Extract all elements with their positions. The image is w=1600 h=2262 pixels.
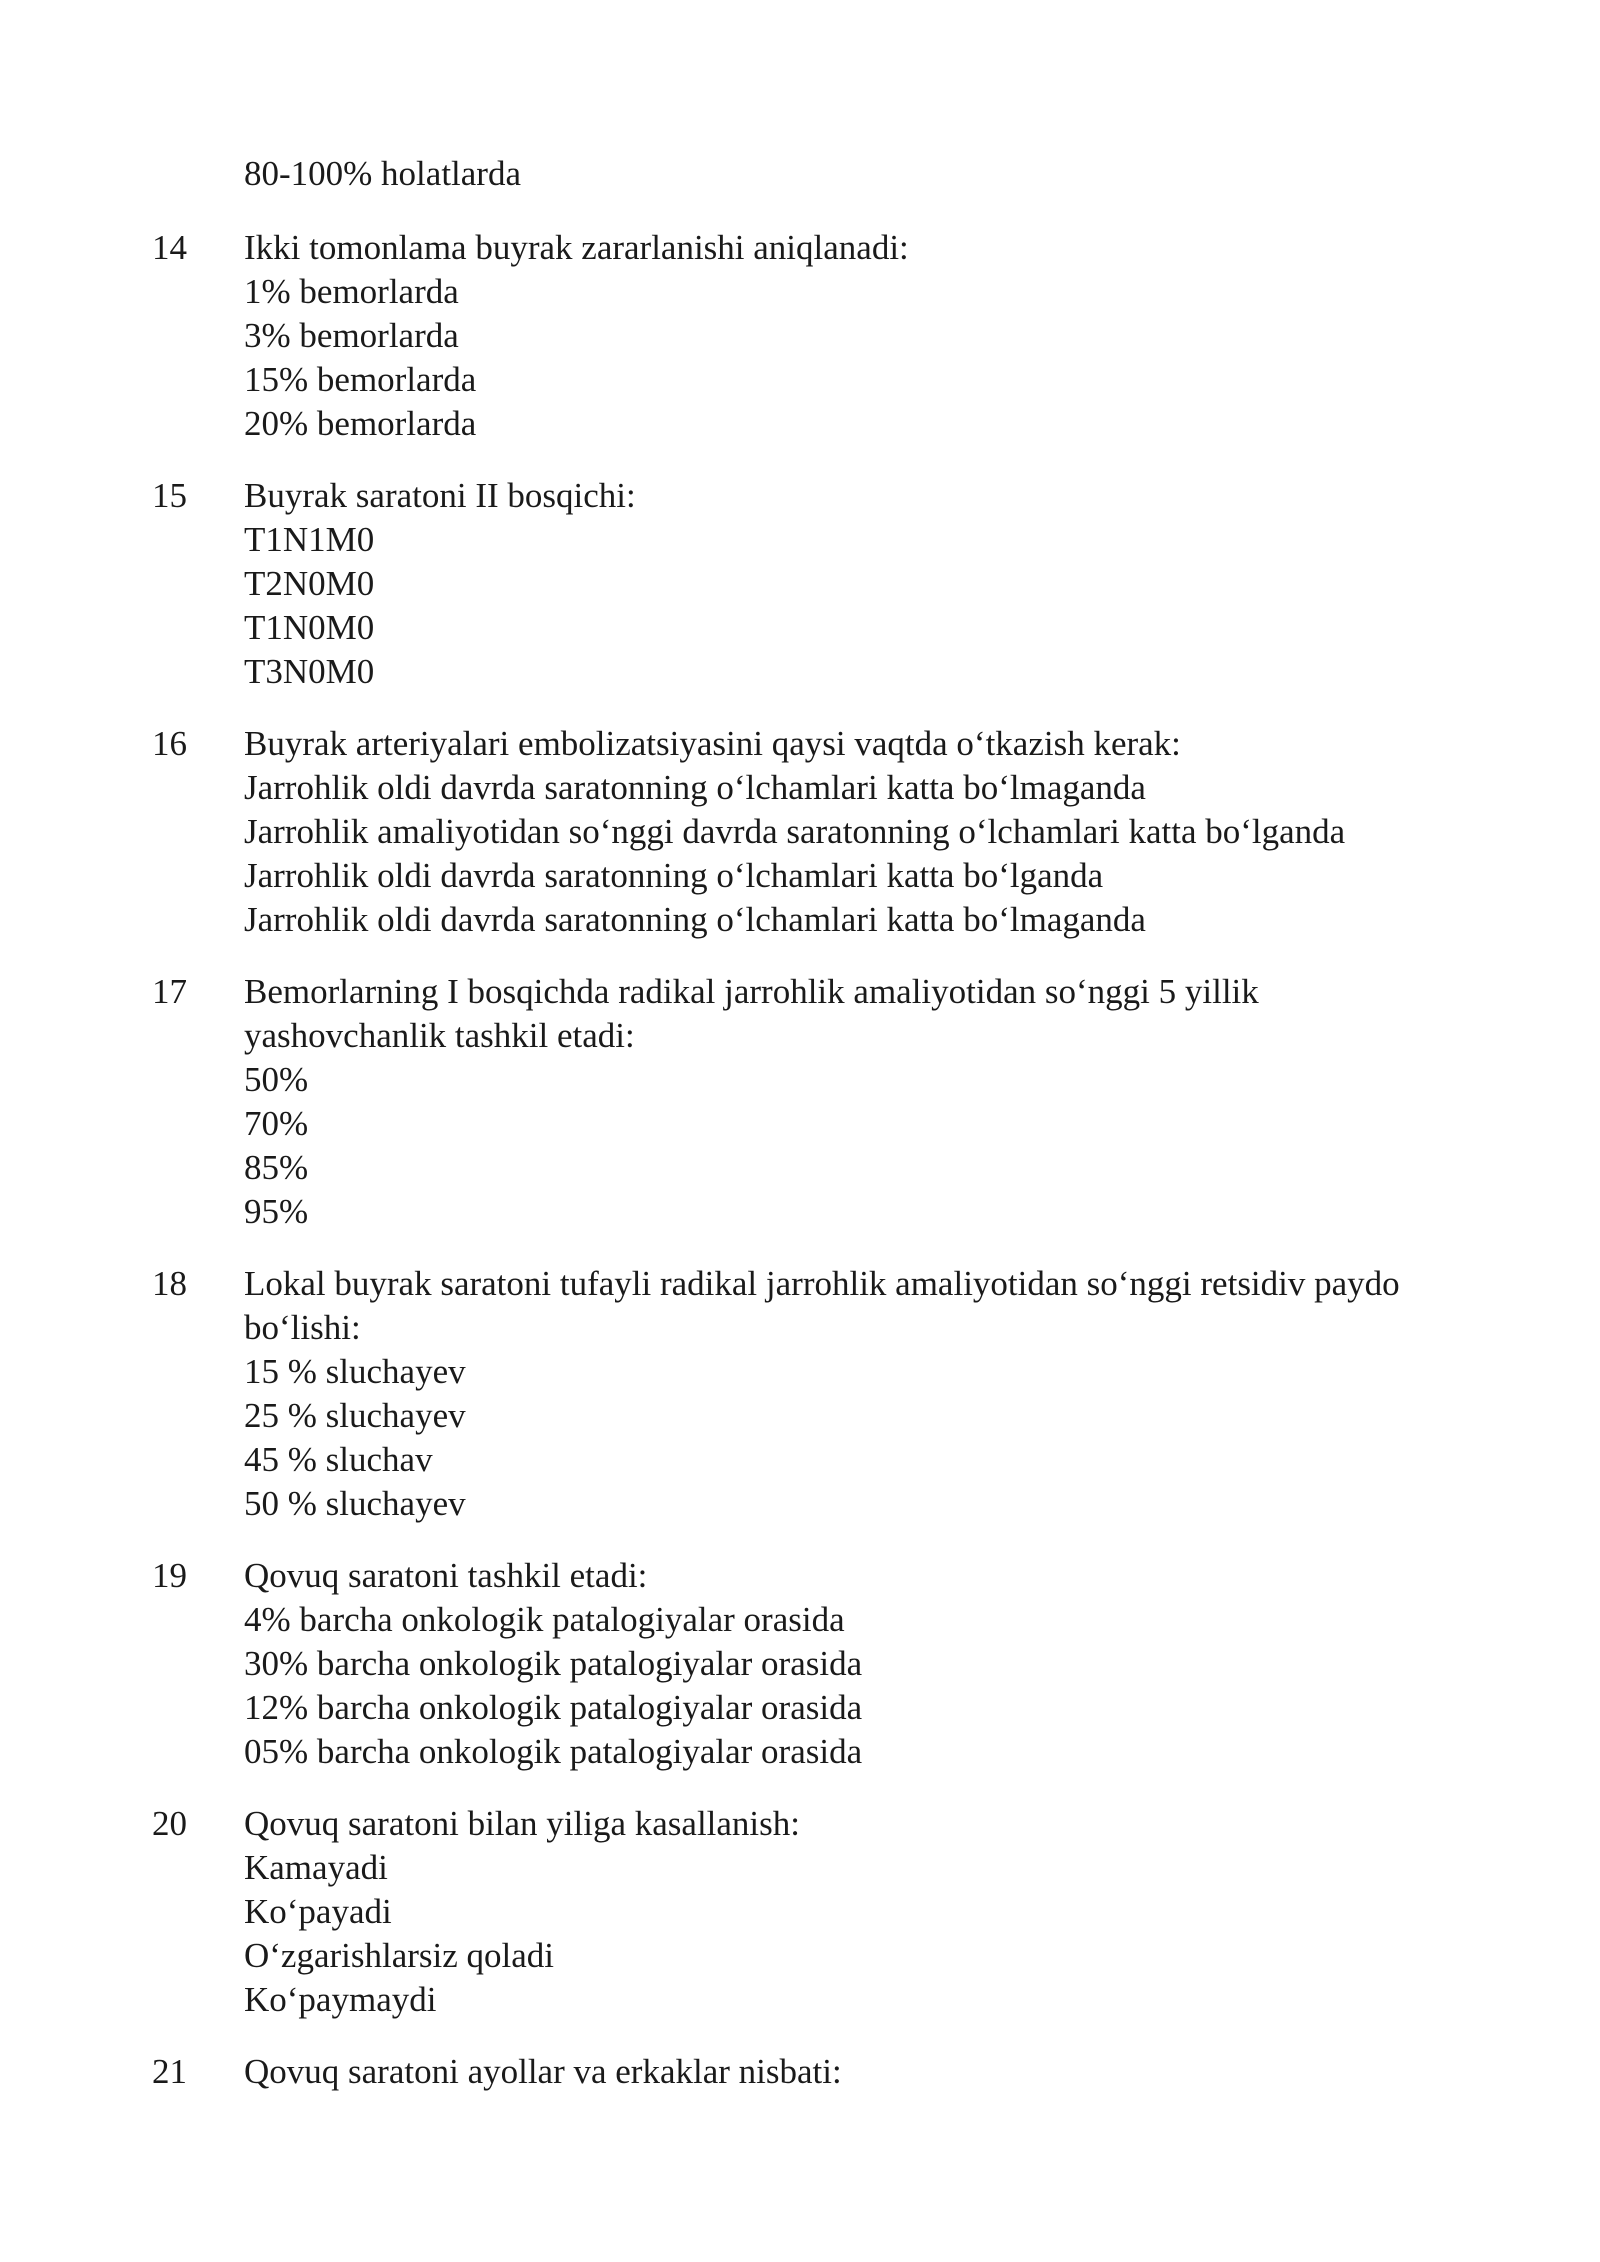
question-number: 16	[152, 724, 187, 763]
option: 15% bemorlarda	[244, 360, 477, 399]
question-text: Lokal buyrak saratoni tufayli radikal jarrohlik amaliyotidan soʻnggi retsidiv paydo boʻlishi:	[244, 1264, 1400, 1347]
option: 4% barcha onkologik patalogiyalar orasida	[244, 1600, 845, 1639]
option: Kamayadi	[244, 1848, 388, 1887]
option: Jarrohlik amaliyotidan soʻnggi davrda saratonning oʻlchamlari katta boʻlganda	[244, 812, 1346, 851]
option: 50%	[244, 1060, 309, 1099]
question-number: 19	[152, 1556, 187, 1595]
question-number: 14	[152, 228, 187, 267]
option-list	[244, 1058, 308, 1234]
option: Oʻzgarishlarsiz qoladi	[244, 1936, 555, 1975]
option: 95%	[244, 1192, 309, 1231]
question-text: Ikki tomonlama buyrak zararlanishi aniqlanadi:	[244, 228, 909, 267]
question-number: 15	[152, 476, 187, 515]
question-text: Qovuq saratoni tashkil etadi:	[244, 1556, 648, 1595]
option: 3% bemorlarda	[244, 316, 459, 355]
question-number: 21	[152, 2052, 187, 2091]
option: Koʻpaymaydi	[244, 1980, 437, 2019]
question-text: Qovuq saratoni bilan yiliga kasallanish:	[244, 1804, 801, 1843]
option: 30% barcha onkologik patalogiyalar orasida	[244, 1644, 863, 1683]
option-list	[244, 766, 1345, 942]
question-text: Bemorlarning I bosqichda radikal jarrohlik amaliyotidan soʻnggi 5 yillik yashovchanlik tashkil etadi:	[244, 972, 1259, 1055]
option: Jarrohlik oldi davrda saratonning oʻlchamlari katta boʻlmaganda	[244, 900, 1146, 939]
option: Jarrohlik oldi davrda saratonning oʻlchamlari katta boʻlmaganda	[244, 768, 1146, 807]
option: 50 % sluchayev	[244, 1484, 466, 1523]
option: 85%	[244, 1148, 309, 1187]
option: 05% barcha onkologik patalogiyalar orasida	[244, 1732, 863, 1771]
option: 15 % sluchayev	[244, 1352, 466, 1391]
question-text: Buyrak saratoni II bosqichi:	[244, 476, 636, 515]
question-text: Qovuq saratoni ayollar va erkaklar nisbati:	[244, 2052, 842, 2091]
option: T2N0M0	[244, 564, 375, 603]
question-number: 17	[152, 972, 187, 1011]
option: 45 % sluchav	[244, 1440, 433, 1479]
option-list	[244, 270, 476, 446]
option: 70%	[244, 1104, 309, 1143]
option: T1N1M0	[244, 520, 375, 559]
option: 1% bemorlarda	[244, 272, 459, 311]
leading-option: 80-100% holatlarda	[244, 154, 521, 193]
option-list	[244, 518, 374, 694]
option: Jarrohlik oldi davrda saratonning oʻlchamlari katta boʻlganda	[244, 856, 1104, 895]
option: T1N0M0	[244, 608, 375, 647]
option: 20% bemorlarda	[244, 404, 477, 443]
option: Koʻpayadi	[244, 1892, 392, 1931]
option-list	[244, 1598, 862, 1774]
option: 12% barcha onkologik patalogiyalar orasida	[244, 1688, 863, 1727]
option: 25 % sluchayev	[244, 1396, 466, 1435]
question-text: Buyrak arteriyalari embolizatsiyasini qaysi vaqtda oʻtkazish kerak:	[244, 724, 1181, 763]
option-list	[244, 1846, 554, 2022]
question-number: 20	[152, 1804, 187, 1843]
question-number: 18	[152, 1264, 187, 1303]
option: T3N0M0	[244, 652, 375, 691]
option-list	[244, 1350, 466, 1526]
